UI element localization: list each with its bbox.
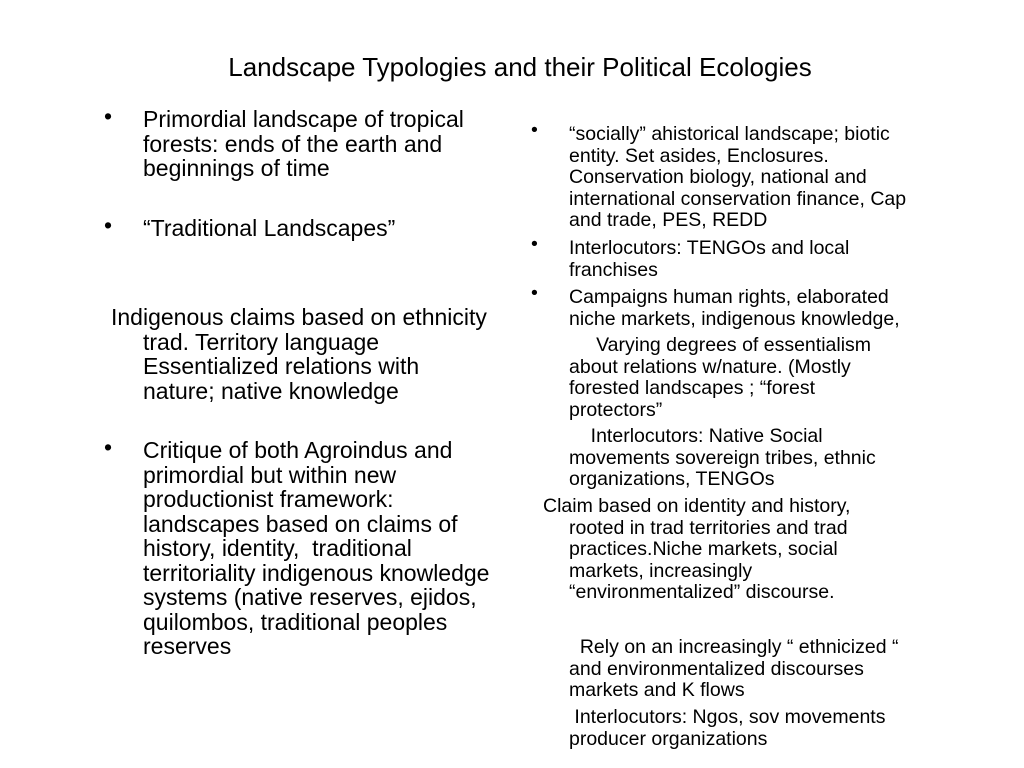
right-item-socially: “socially” ahistorical landscape; biotic entity. Set asides, Enclosures. Conservation biology, national and international conservation finance, Cap and trade, PES, REDD bbox=[569, 123, 907, 231]
right-item-interlocutors-tengos: Interlocutors: TENGOs and local franchises bbox=[569, 237, 850, 281]
right-item-campaigns: Campaigns human rights, elaborated niche markets, indigenous knowledge, bbox=[569, 286, 900, 330]
bullet-icon: • bbox=[531, 233, 538, 255]
left-item-traditional: “Traditional Landscapes” bbox=[143, 215, 396, 241]
left-item-critique: Critique of both Agroindus and primordial but within new productionist framework: landscapes based on claims of history, identity, traditional territoriality indigenous knowledge systems (native reserves, ejidos, quilombos, traditional peoples reserves bbox=[143, 437, 490, 659]
left-item-indigenous-first-line: Indigenous claims based on ethnicity bbox=[111, 304, 487, 330]
right-item-interlocutors-ngos: Interlocutors: Ngos, sov movements producer organizations bbox=[569, 706, 886, 750]
bullet-icon: • bbox=[104, 212, 113, 238]
right-item-varying-degrees: Varying degrees of essentialism about relations w/nature. (Mostly forested landscapes ; “forest protectors” bbox=[569, 334, 872, 421]
slide-title: Landscape Typologies and their Political Ecologies bbox=[228, 52, 812, 82]
left-item-primordial: Primordial landscape of tropical forests: ends of the earth and beginnings of time bbox=[143, 106, 464, 181]
right-item-interlocutors-native: Interlocutors: Native Social movements sovereign tribes, ethnic organizations, TENGOs bbox=[569, 425, 876, 490]
bullet-icon: • bbox=[531, 282, 538, 304]
left-item-indigenous-rest: trad. Territory language Essentialized relations with nature; native knowledge bbox=[143, 328, 420, 404]
right-item-claim-rest: rooted in trad territories and trad practices.Niche markets, social markets, increasingly “environmentalized” discourse. bbox=[569, 516, 848, 603]
bullet-icon: • bbox=[104, 434, 113, 460]
bullet-icon: • bbox=[531, 119, 538, 141]
right-item-rely: Rely on an increasingly “ ethnicized “ and environmentalized discourses markets and K flows bbox=[569, 636, 899, 701]
bullet-icon: • bbox=[104, 103, 113, 129]
right-item-claim-first-line: Claim based on identity and history, bbox=[543, 495, 851, 517]
